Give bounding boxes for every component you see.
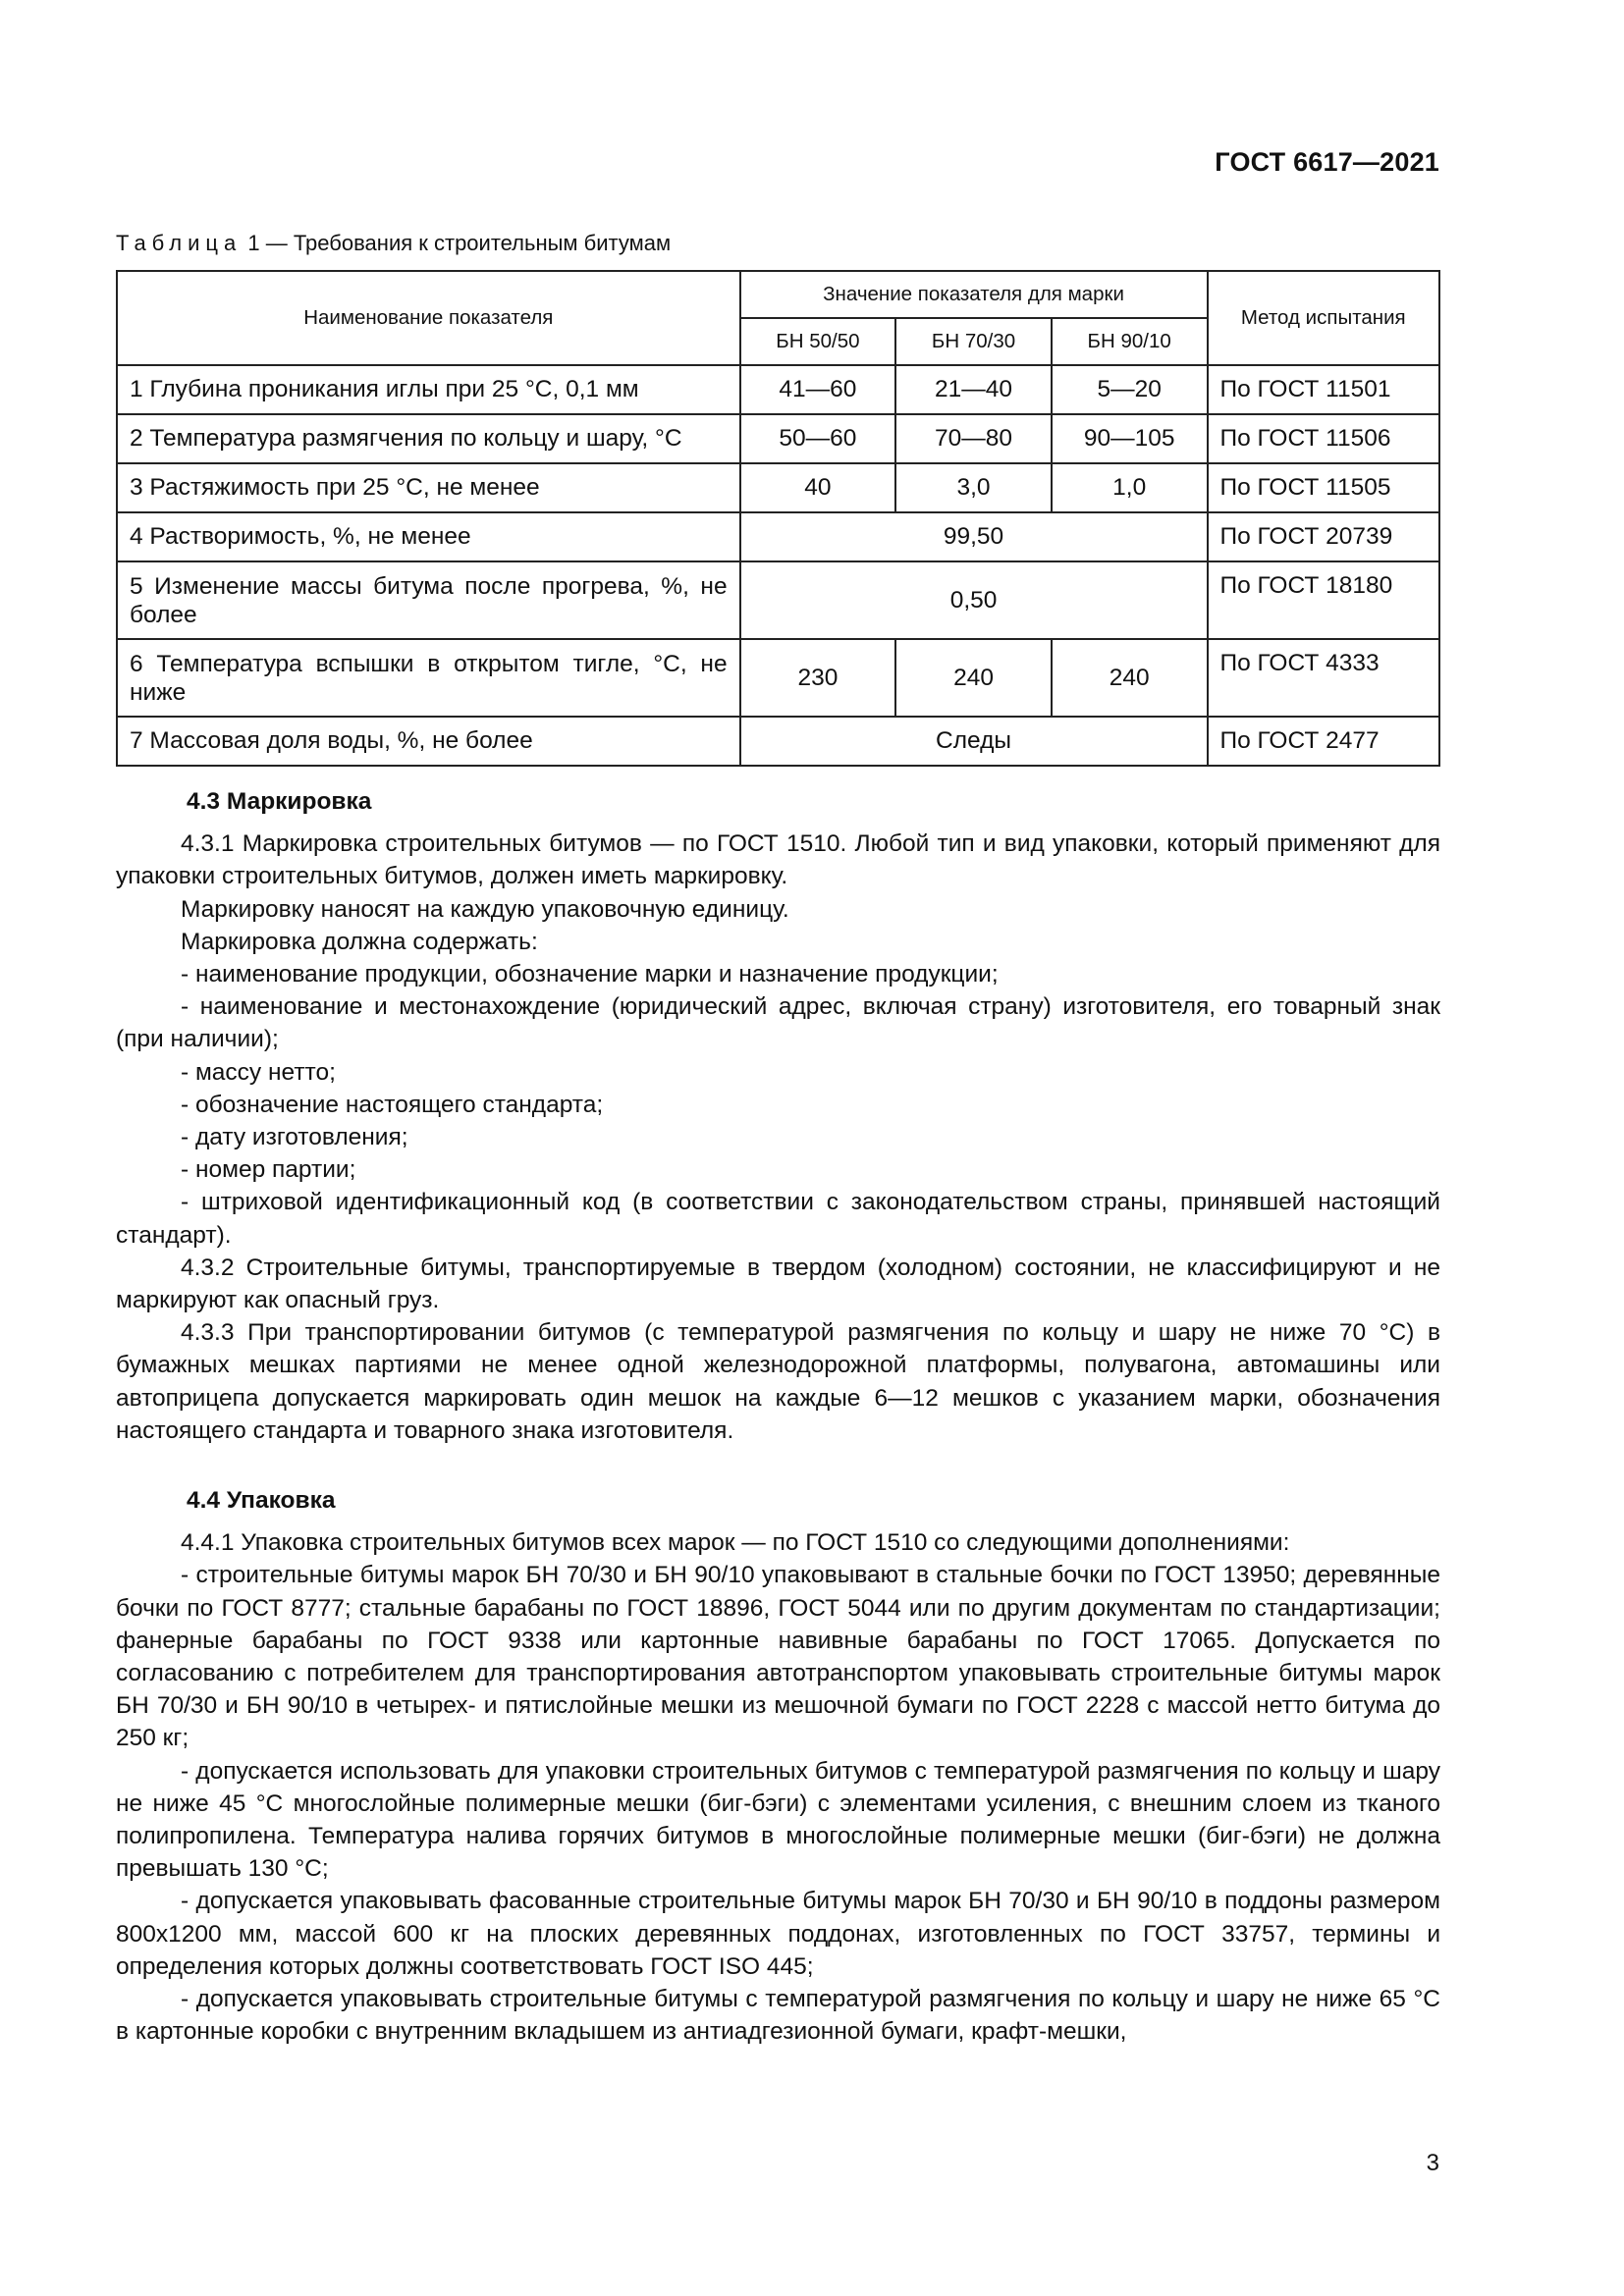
- paragraph: 4.4.1 Упаковка строительных битумов всех марок — по ГОСТ 1510 со следующими дополнениями:: [181, 1529, 1290, 1557]
- cell-method: По ГОСТ 11501: [1208, 365, 1440, 414]
- row-name: 3 Растяжимость при 25 °С, не менее: [117, 463, 740, 512]
- requirements-table: [116, 270, 1440, 767]
- section-marking: [116, 785, 1440, 1447]
- cell-method: По ГОСТ 11506: [1208, 414, 1440, 463]
- list-item: - обозначение настоящего стандарта;: [181, 1091, 604, 1118]
- paragraph: Маркировка должна содержать:: [181, 928, 538, 955]
- list-item: - наименование продукции, обозначение марки и назначение продукции;: [181, 961, 999, 988]
- header-indicator-name: Наименование показателя: [117, 271, 740, 365]
- cell-value: 50—60: [740, 414, 896, 463]
- cell-value: 240: [895, 639, 1052, 717]
- cell-method: По ГОСТ 18180: [1208, 561, 1440, 639]
- cell-value: 5—20: [1052, 365, 1208, 414]
- paragraph: 4.3.1 Маркировка строительных битумов — по ГОСТ 1510. Любой тип и вид упаковки, который применяют для упаковки строительных битумов, должен иметь маркировку.: [116, 830, 1440, 890]
- list-item: - строительные битумы марок БН 70/30 и БН 90/10 упаковывают в стальные бочки по ГОСТ 13950; деревянные бочки по ГОСТ 8777; стальные барабаны по ГОСТ 18896, ГОСТ 5044 или по другим документам по стандартизации; фанерные барабаны по ГОСТ 9338 или картонные навивные барабаны по ГОСТ 17065. Допускается по согласованию с потребителем для транспортирования автотранспортом упаковывать строительные битумы марок БН 70/30 и БН 90/10 в четырех- и пятислойные мешки из мешочной бумаги по ГОСТ 2228 с массой нетто битума до 250 кг;: [116, 1562, 1440, 1752]
- table-row: [117, 512, 1439, 561]
- row-name: 1 Глубина проникания иглы при 25 °С, 0,1 мм: [117, 365, 740, 414]
- table-caption-text: 1 — Требования к строительным битумам: [247, 231, 672, 255]
- paragraph: 4.3.2 Строительные битумы, транспортируемые в твердом (холодном) состоянии, не классифицируют и не маркируют как опасный груз.: [116, 1254, 1440, 1314]
- header-grade: БН 90/10: [1052, 318, 1208, 365]
- cell-value: 1,0: [1052, 463, 1208, 512]
- list-item: - допускается использовать для упаковки строительных битумов с температурой размягчения по кольцу и шару не ниже 45 °С многослойные полимерные мешки (биг-бэги) с элементами усиления, с внешним слоем из тканого полипропилена. Температура налива горячих битумов в многослойные полимерные мешки (биг-бэги) не должна превышать 130 °С;: [116, 1757, 1440, 1883]
- table-row: [117, 717, 1439, 766]
- cell-value: 70—80: [895, 414, 1052, 463]
- cell-value: 40: [740, 463, 896, 512]
- section-packaging: [116, 1484, 1440, 2048]
- list-item: - наименование и местонахождение (юридический адрес, включая страну) изготовителя, его товарный знак (при наличии);: [116, 993, 1440, 1053]
- paragraph: 4.3.3 При транспортировании битумов (с температурой размягчения по кольцу и шару не ниже 70 °С) в бумажных мешках партиями не менее одной железнодорожной платформы, полувагона, автомашины или автоприцепа допускается маркировать один мешок на каждые 6—12 мешков с указанием марки, обозначения настоящего стандарта и товарного знака изготовителя.: [116, 1319, 1440, 1444]
- cell-method: По ГОСТ 11505: [1208, 463, 1440, 512]
- table-row: [117, 365, 1439, 414]
- page-number: 3: [1426, 2150, 1439, 2176]
- list-item: - допускается упаковывать строительные битумы с температурой размягчения по кольцу и шару не ниже 65 °С в картонные коробки с внутренним вкладышем из антиадгезионной бумаги, крафт-мешки,: [116, 1986, 1440, 2046]
- table-row: [117, 639, 1439, 717]
- cell-value: 99,50: [740, 512, 1208, 561]
- cell-value: 21—40: [895, 365, 1052, 414]
- section-heading: 4.4 Упаковка: [187, 1487, 336, 1514]
- paragraph: Маркировку наносят на каждую упаковочную единицу.: [181, 895, 789, 923]
- section-heading: 4.3 Маркировка: [187, 788, 372, 815]
- cell-value: 3,0: [895, 463, 1052, 512]
- table-caption-label: Таблица: [116, 231, 243, 255]
- cell-value: 0,50: [740, 561, 1208, 639]
- table-caption: [116, 231, 671, 256]
- table-row: [117, 414, 1439, 463]
- list-item: - номер партии;: [181, 1156, 356, 1184]
- cell-method: По ГОСТ 4333: [1208, 639, 1440, 717]
- header-test-method: Метод испытания: [1208, 271, 1440, 365]
- row-name: 7 Массовая доля воды, %, не более: [117, 717, 740, 766]
- cell-value: 41—60: [740, 365, 896, 414]
- header-grade: БН 50/50: [740, 318, 896, 365]
- table-row: [117, 463, 1439, 512]
- cell-method: По ГОСТ 20739: [1208, 512, 1440, 561]
- row-name: 5 Изменение массы битума после прогрева, %, не более: [117, 561, 740, 639]
- cell-value: 90—105: [1052, 414, 1208, 463]
- list-item: - штриховой идентификационный код (в соответствии с законодательством страны, принявшей настоящий стандарт).: [116, 1189, 1440, 1249]
- document-id: ГОСТ 6617—2021: [1215, 147, 1439, 177]
- row-name: 4 Растворимость, %, не менее: [117, 512, 740, 561]
- table-row: [117, 561, 1439, 639]
- header-grade: БН 70/30: [895, 318, 1052, 365]
- list-item: - допускается упаковывать фасованные строительные битумы марок БН 70/30 и БН 90/10 в поддоны размером 800x1200 мм, массой 600 кг на плоских деревянных поддонах, изготовленных по ГОСТ 33757, термины и определения которых должны соответствовать ГОСТ ISO 445;: [116, 1888, 1440, 1980]
- cell-method: По ГОСТ 2477: [1208, 717, 1440, 766]
- row-name: 2 Температура размягчения по кольцу и шару, °С: [117, 414, 740, 463]
- cell-value: Следы: [740, 717, 1208, 766]
- cell-value: 240: [1052, 639, 1208, 717]
- list-item: - массу нетто;: [181, 1058, 336, 1086]
- row-name: 6 Температура вспышки в открытом тигле, °С, не ниже: [117, 639, 740, 717]
- header-grade-values: Значение показателя для марки: [740, 271, 1208, 318]
- list-item: - дату изготовления;: [181, 1124, 408, 1151]
- cell-value: 230: [740, 639, 896, 717]
